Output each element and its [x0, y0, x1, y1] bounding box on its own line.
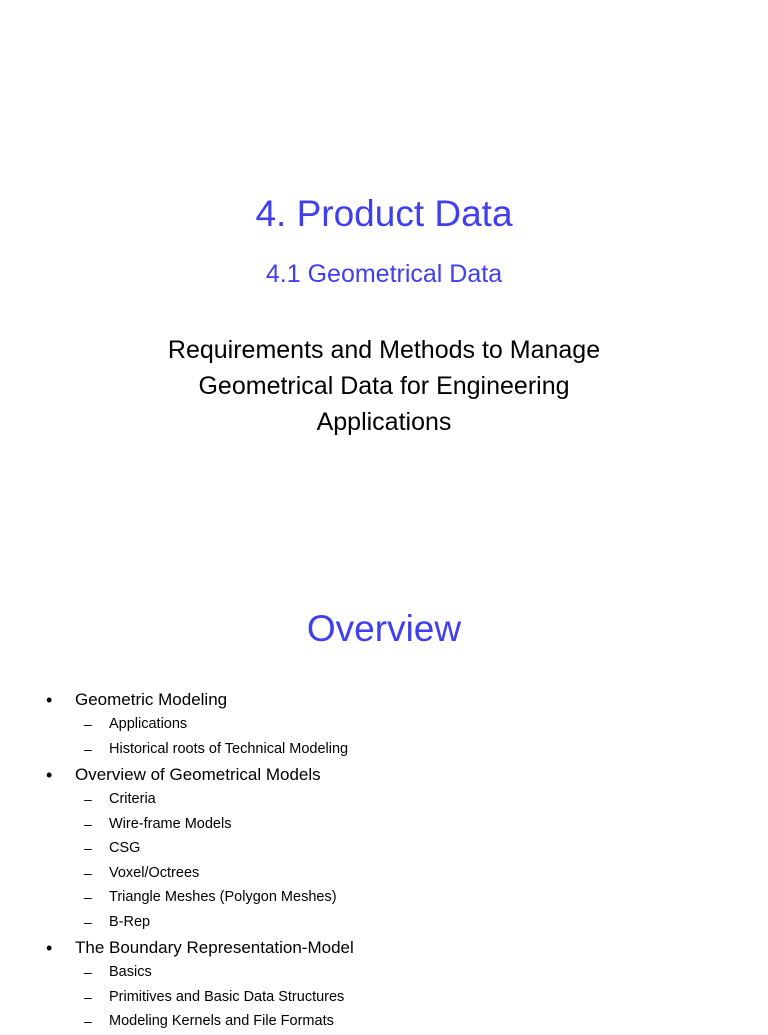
dash-icon: –: [84, 988, 92, 1005]
sub-item-label: Primitives and Basic Data Structures: [109, 988, 345, 1005]
sub-item-label: Basics: [109, 964, 152, 980]
bullet-icon: •: [46, 690, 53, 710]
bullet-icon: •: [46, 938, 53, 958]
sub-list: [0, 788, 768, 935]
outline-list: [0, 687, 768, 1035]
slide-subtitle: 4.1 Geometrical Data: [265, 260, 503, 288]
outline-item-label: Geometric Modeling: [75, 690, 228, 709]
dash-icon: –: [84, 964, 92, 980]
slide-title: 4. Product Data: [255, 193, 513, 234]
dash-icon: –: [84, 864, 92, 881]
sub-item-label: Criteria: [109, 791, 156, 807]
dash-icon: –: [84, 815, 92, 832]
sub-item: [0, 813, 768, 838]
dash-icon: –: [84, 913, 92, 930]
outline-item: [0, 935, 768, 1035]
sub-item: [0, 713, 768, 738]
sub-item-label: Historical roots of Technical Modeling: [109, 740, 349, 757]
description-line: Applications: [316, 408, 452, 436]
sub-item: [0, 1010, 768, 1035]
outline-item-label: The Boundary Representation-Model: [75, 938, 354, 957]
sub-item-label: Applications: [109, 716, 188, 732]
description-line: Geometrical Data for Engineering: [198, 372, 570, 400]
description-line: Requirements and Methods to Manage: [167, 336, 601, 364]
outline-item-row: [0, 762, 768, 788]
sub-item: [0, 986, 768, 1011]
sub-item: [0, 911, 768, 936]
overview-slide: [0, 560, 768, 1029]
sub-item: [0, 886, 768, 911]
outline-item-row: [0, 687, 768, 713]
sub-list: [0, 713, 768, 762]
dash-icon: –: [84, 1013, 92, 1029]
dash-icon: –: [84, 716, 92, 732]
overview-title: Overview: [306, 608, 462, 649]
bullet-icon: •: [46, 765, 53, 785]
dash-icon: –: [84, 889, 92, 905]
dash-icon: –: [84, 740, 92, 757]
outline-item-label: Overview of Geometrical Models: [75, 765, 321, 784]
sub-item: [0, 961, 768, 986]
sub-list: [0, 961, 768, 1035]
dash-icon: –: [84, 840, 92, 856]
sub-item: [0, 862, 768, 887]
sub-item-label: B-Rep: [109, 913, 151, 930]
outline-item-row: [0, 935, 768, 961]
sub-item-label: Voxel/Octrees: [109, 864, 200, 881]
slide-description: [84, 332, 684, 440]
outline-item: [0, 687, 768, 762]
dash-icon: –: [84, 791, 92, 807]
sub-item-label: Triangle Meshes (Polygon Meshes): [109, 889, 337, 905]
sub-item: [0, 788, 768, 813]
sub-item-label: Wire-frame Models: [109, 815, 232, 832]
sub-item-label: Modeling Kernels and File Formats: [109, 1013, 334, 1029]
sub-item: [0, 837, 768, 862]
sub-item: [0, 738, 768, 763]
sub-item-label: CSG: [109, 840, 141, 856]
outline-item: [0, 762, 768, 935]
